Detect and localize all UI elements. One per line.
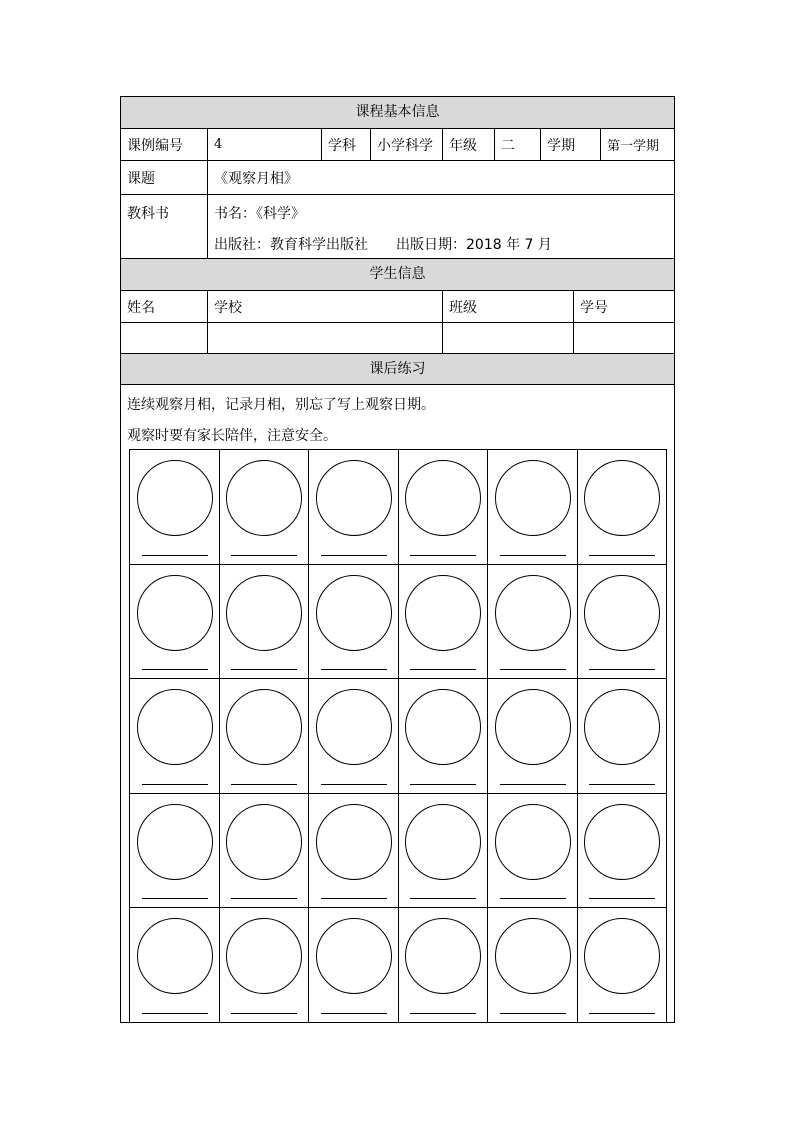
textbook-label: 教科书 bbox=[127, 206, 169, 222]
date-line[interactable] bbox=[410, 898, 476, 899]
date-line[interactable] bbox=[321, 555, 387, 556]
lesson-number-value: 4 bbox=[207, 129, 321, 160]
moon-circle[interactable] bbox=[495, 460, 571, 536]
date-line[interactable] bbox=[231, 898, 297, 899]
moon-cell[interactable] bbox=[309, 679, 399, 794]
date-line[interactable] bbox=[410, 1013, 476, 1014]
student-name-field[interactable] bbox=[121, 323, 207, 353]
moon-cell[interactable] bbox=[309, 450, 399, 565]
moon-cell[interactable] bbox=[399, 565, 489, 680]
moon-cell[interactable] bbox=[488, 908, 578, 1023]
moon-circle[interactable] bbox=[316, 918, 392, 994]
date-line[interactable] bbox=[500, 784, 566, 785]
date-line[interactable] bbox=[231, 1013, 297, 1014]
textbook-row bbox=[121, 195, 674, 259]
student-values-row bbox=[121, 323, 674, 354]
textbook-details bbox=[207, 195, 674, 258]
moon-cell[interactable] bbox=[130, 794, 220, 909]
subject-value: 小学科学 bbox=[370, 129, 442, 160]
moon-circle[interactable] bbox=[584, 918, 660, 994]
student-id-header: 学号 bbox=[573, 291, 674, 322]
date-line[interactable] bbox=[410, 555, 476, 556]
date-line[interactable] bbox=[589, 1013, 655, 1014]
moon-circle[interactable] bbox=[584, 460, 660, 536]
moon-circle[interactable] bbox=[137, 918, 213, 994]
date-line[interactable] bbox=[321, 669, 387, 670]
date-line[interactable] bbox=[410, 784, 476, 785]
exercise-header bbox=[121, 354, 674, 385]
worksheet bbox=[120, 96, 675, 1023]
moon-circle[interactable] bbox=[405, 804, 481, 880]
course-info-header bbox=[121, 97, 674, 129]
date-line[interactable] bbox=[500, 1013, 566, 1014]
date-line[interactable] bbox=[321, 784, 387, 785]
moon-cell[interactable] bbox=[578, 908, 668, 1023]
moon-circle[interactable] bbox=[584, 575, 660, 651]
moon-circle[interactable] bbox=[226, 575, 302, 651]
date-line[interactable] bbox=[589, 669, 655, 670]
date-line[interactable] bbox=[500, 669, 566, 670]
moon-circle[interactable] bbox=[137, 689, 213, 765]
moon-observation-grid bbox=[129, 449, 667, 1023]
moon-circle[interactable] bbox=[226, 918, 302, 994]
student-school-header: 学校 bbox=[207, 291, 442, 322]
semester-value: 第一学期 bbox=[600, 129, 674, 160]
topic-value: 《观察月相》 bbox=[207, 161, 674, 194]
student-school-field[interactable] bbox=[207, 323, 442, 353]
date-line[interactable] bbox=[410, 669, 476, 670]
moon-cell[interactable] bbox=[220, 565, 310, 680]
date-line[interactable] bbox=[321, 1013, 387, 1014]
moon-circle[interactable] bbox=[316, 460, 392, 536]
moon-cell[interactable] bbox=[488, 794, 578, 909]
date-line[interactable] bbox=[142, 555, 208, 556]
student-columns-row bbox=[121, 291, 674, 323]
moon-circle[interactable] bbox=[226, 460, 302, 536]
moon-circle[interactable] bbox=[226, 689, 302, 765]
moon-cell[interactable] bbox=[488, 679, 578, 794]
moon-circle[interactable] bbox=[405, 689, 481, 765]
moon-cell[interactable] bbox=[399, 450, 489, 565]
moon-cell[interactable] bbox=[399, 908, 489, 1023]
moon-cell[interactable] bbox=[130, 679, 220, 794]
moon-cell[interactable] bbox=[488, 450, 578, 565]
moon-cell[interactable] bbox=[578, 794, 668, 909]
date-line[interactable] bbox=[231, 555, 297, 556]
moon-circle[interactable] bbox=[137, 804, 213, 880]
moon-cell[interactable] bbox=[578, 450, 668, 565]
moon-cell[interactable] bbox=[399, 794, 489, 909]
student-id-field[interactable] bbox=[573, 323, 674, 353]
date-line[interactable] bbox=[500, 898, 566, 899]
moon-cell[interactable] bbox=[130, 565, 220, 680]
student-info-header bbox=[121, 259, 674, 291]
moon-circle[interactable] bbox=[584, 689, 660, 765]
moon-circle[interactable] bbox=[584, 804, 660, 880]
moon-cell[interactable] bbox=[130, 450, 220, 565]
moon-cell[interactable] bbox=[399, 679, 489, 794]
date-line[interactable] bbox=[500, 555, 566, 556]
grade-label: 年级 bbox=[442, 129, 494, 160]
date-line[interactable] bbox=[142, 898, 208, 899]
date-line[interactable] bbox=[231, 784, 297, 785]
date-line[interactable] bbox=[142, 669, 208, 670]
subject-label: 学科 bbox=[321, 129, 370, 160]
exercise-instruction-1: 连续观察月相，记录月相，别忘了写上观察日期。 bbox=[127, 397, 435, 413]
moon-circle[interactable] bbox=[137, 575, 213, 651]
moon-circle[interactable] bbox=[495, 575, 571, 651]
student-class-header: 班级 bbox=[442, 291, 573, 322]
semester-label: 学期 bbox=[540, 129, 600, 160]
moon-cell[interactable] bbox=[309, 565, 399, 680]
moon-cell[interactable] bbox=[488, 565, 578, 680]
date-line[interactable] bbox=[231, 669, 297, 670]
moon-circle[interactable] bbox=[137, 460, 213, 536]
exercise-instruction-2: 观察时要有家长陪伴，注意安全。 bbox=[127, 428, 337, 444]
moon-circle[interactable] bbox=[405, 918, 481, 994]
topic-row bbox=[121, 161, 674, 195]
moon-cell[interactable] bbox=[309, 908, 399, 1023]
moon-circle[interactable] bbox=[495, 804, 571, 880]
course-info-header-label: 课程基本信息 bbox=[355, 104, 440, 120]
date-line[interactable] bbox=[142, 1013, 208, 1014]
moon-circle[interactable] bbox=[316, 689, 392, 765]
moon-circle[interactable] bbox=[405, 460, 481, 536]
student-name-header: 姓名 bbox=[127, 299, 155, 316]
moon-circle[interactable] bbox=[226, 804, 302, 880]
moon-cell[interactable] bbox=[220, 679, 310, 794]
lesson-number-label: 课例编号 bbox=[127, 137, 183, 154]
moon-circle[interactable] bbox=[316, 575, 392, 651]
exercise-header-label: 课后练习 bbox=[369, 361, 426, 377]
date-line[interactable] bbox=[589, 784, 655, 785]
moon-circle[interactable] bbox=[316, 804, 392, 880]
moon-cell[interactable] bbox=[220, 794, 310, 909]
moon-cell[interactable] bbox=[309, 794, 399, 909]
moon-cell[interactable] bbox=[220, 908, 310, 1023]
publish-date: 出版日期：2018 年 7 月 bbox=[396, 237, 552, 253]
moon-cell[interactable] bbox=[130, 908, 220, 1023]
moon-cell[interactable] bbox=[220, 450, 310, 565]
moon-circle[interactable] bbox=[495, 689, 571, 765]
book-name: 书名：《科学》 bbox=[214, 206, 305, 222]
moon-circle[interactable] bbox=[495, 918, 571, 994]
course-meta-row bbox=[121, 129, 674, 161]
student-info-header-label: 学生信息 bbox=[369, 266, 426, 282]
date-line[interactable] bbox=[589, 555, 655, 556]
moon-cell[interactable] bbox=[578, 565, 668, 680]
topic-label: 课题 bbox=[127, 170, 155, 187]
moon-circle[interactable] bbox=[405, 575, 481, 651]
publisher: 出版社：教育科学出版社 bbox=[214, 237, 368, 253]
date-line[interactable] bbox=[589, 898, 655, 899]
date-line[interactable] bbox=[321, 898, 387, 899]
grade-value: 二 bbox=[494, 129, 540, 160]
moon-cell[interactable] bbox=[578, 679, 668, 794]
date-line[interactable] bbox=[142, 784, 208, 785]
student-class-field[interactable] bbox=[442, 323, 573, 353]
